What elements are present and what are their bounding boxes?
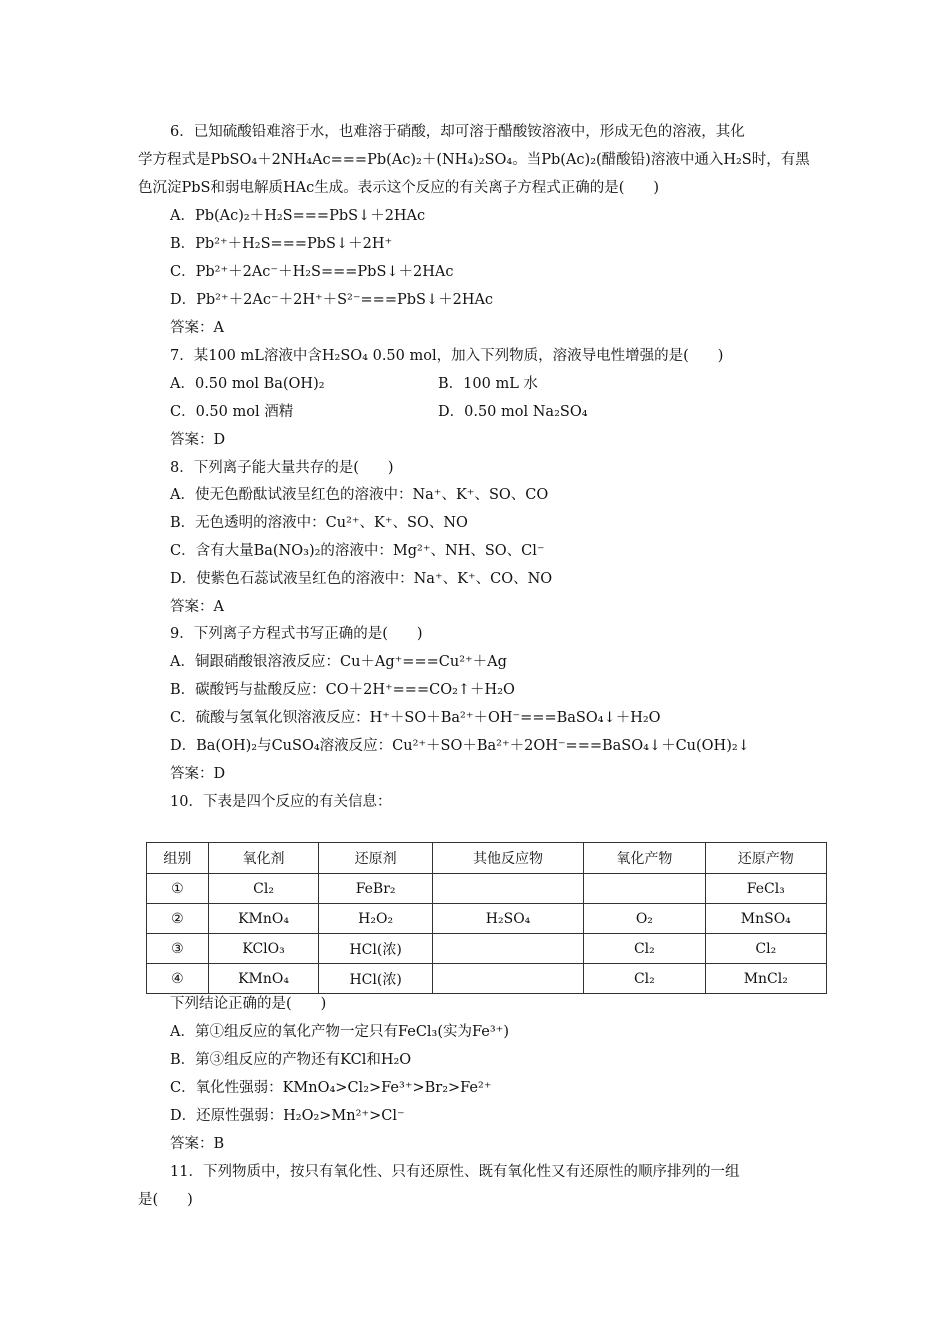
table-header-cell: 其他反应物 (432, 843, 583, 874)
table-cell (432, 934, 583, 964)
table-row (147, 874, 827, 904)
q10-option-a: A．第①组反应的氧化产物一定只有FeCl₃(实为Fe³⁺) (170, 1024, 509, 1040)
q6-stem-line2: 学方程式是PbSO₄＋2NH₄Ac===Pb(Ac)₂＋(NH₄)₂SO₄。当Pb(Ac)₂(醋酸铅)溶液中通入H₂S时，有黑 (138, 152, 810, 168)
q11-stem-line1: 11．下列物质中，按只有氧化性、只有还原性、既有氧化性又有还原性的顺序排列的一组 (170, 1164, 740, 1180)
table-cell: ② (147, 904, 209, 934)
table-cell: Cl₂ (584, 934, 705, 964)
q10-option-b: B．第③组反应的产物还有KCl和H₂O (170, 1052, 412, 1068)
table-cell: ① (147, 874, 209, 904)
q9-option-a: A．铜跟硝酸银溶液反应：Cu＋Ag⁺===Cu²⁺＋Ag (170, 654, 507, 670)
table-cell: HCl(浓) (319, 964, 433, 994)
table-cell: Cl₂ (584, 964, 705, 994)
q9-option-c: C．硫酸与氢氧化钡溶液反应：H⁺＋SO＋Ba²⁺＋OH⁻===BaSO₄↓＋H₂O (170, 710, 661, 726)
table-header-cell: 还原产物 (705, 843, 826, 874)
q7-stem: 7．某100 mL溶液中含H₂SO₄ 0.50 mol，加入下列物质，溶液导电性增强的是( ) (170, 348, 724, 364)
table-cell: FeBr₂ (319, 874, 433, 904)
table-cell: KClO₃ (208, 934, 319, 964)
table-header-cell: 氧化剂 (208, 843, 319, 874)
q8-option-d: D．使紫色石蕊试液呈红色的溶液中：Na⁺、K⁺、CO、NO (170, 571, 553, 587)
q10-sub-stem: 下列结论正确的是( ) (170, 996, 327, 1012)
q9-option-d: D．Ba(OH)₂与CuSO₄溶液反应：Cu²⁺＋SO＋Ba²⁺＋2OH⁻===BaSO₄↓＋Cu(OH)₂↓ (170, 738, 750, 754)
table-header-cell: 还原剂 (319, 843, 433, 874)
table-row (147, 964, 827, 994)
q6-stem-line3: 色沉淀PbS和弱电解质HAc生成。表示这个反应的有关离子方程式正确的是( ) (138, 180, 660, 196)
q6-option-c: C．Pb²⁺＋2Ac⁻＋H₂S===PbS↓＋2HAc (170, 264, 454, 280)
table-cell: Cl₂ (208, 874, 319, 904)
table-cell: ③ (147, 934, 209, 964)
reaction-info-table (146, 842, 827, 994)
q7-option-c: C．0.50 mol 酒精 (170, 404, 294, 420)
table-row (147, 904, 827, 934)
q6-answer: 答案：A (170, 320, 224, 336)
table-cell: H₂SO₄ (432, 904, 583, 934)
q7-answer: 答案：D (170, 432, 226, 448)
table-cell: HCl(浓) (319, 934, 433, 964)
q6-stem-line1: 6．已知硫酸铅难溶于水，也难溶于硝酸，却可溶于醋酸铵溶液中，形成无色的溶液，其化 (170, 124, 745, 140)
q8-answer: 答案：A (170, 599, 224, 615)
q8-stem: 8．下列离子能大量共存的是( ) (170, 460, 394, 476)
q10-stem: 10．下表是四个反应的有关信息： (170, 794, 392, 810)
table-header-cell: 组别 (147, 843, 209, 874)
q8-option-b: B．无色透明的溶液中：Cu²⁺、K⁺、SO、NO (170, 515, 468, 531)
q8-option-c: C．含有大量Ba(NO₃)₂的溶液中：Mg²⁺、NH、SO、Cl⁻ (170, 543, 545, 559)
q10-option-c: C．氧化性强弱：KMnO₄>Cl₂>Fe³⁺>Br₂>Fe²⁺ (170, 1080, 492, 1096)
table-header-cell: 氧化产物 (584, 843, 705, 874)
table-row (147, 934, 827, 964)
table-cell: FeCl₃ (705, 874, 826, 904)
q7-option-d: D．0.50 mol Na₂SO₄ (438, 404, 588, 420)
table-cell: O₂ (584, 904, 705, 934)
table-cell (584, 874, 705, 904)
table-cell: MnSO₄ (705, 904, 826, 934)
q6-option-b: B．Pb²⁺＋H₂S===PbS↓＋2H⁺ (170, 236, 393, 252)
q6-option-d: D．Pb²⁺＋2Ac⁻＋2H⁺＋S²⁻===PbS↓＋2HAc (170, 292, 494, 308)
table-cell: ④ (147, 964, 209, 994)
table-cell: Cl₂ (705, 934, 826, 964)
table-header-row (147, 843, 827, 874)
q9-answer: 答案：D (170, 766, 226, 782)
q10-answer: 答案：B (170, 1136, 225, 1152)
table-cell: H₂O₂ (319, 904, 433, 934)
q8-option-a: A．使无色酚酞试液呈红色的溶液中：Na⁺、K⁺、SO、CO (170, 487, 549, 503)
q9-option-b: B．碳酸钙与盐酸反应：CO＋2H⁺===CO₂↑＋H₂O (170, 682, 515, 698)
q10-option-d: D．还原性强弱：H₂O₂>Mn²⁺>Cl⁻ (170, 1108, 405, 1124)
table-cell: MnCl₂ (705, 964, 826, 994)
table-cell (432, 874, 583, 904)
q7-option-a: A．0.50 mol Ba(OH)₂ (170, 376, 325, 392)
q11-stem-line2: 是( ) (138, 1192, 193, 1208)
table-cell: KMnO₄ (208, 904, 319, 934)
table-cell (432, 964, 583, 994)
q9-stem: 9．下列离子方程式书写正确的是( ) (170, 626, 423, 642)
table-cell: KMnO₄ (208, 964, 319, 994)
q6-option-a: A．Pb(Ac)₂＋H₂S===PbS↓＋2HAc (170, 208, 426, 224)
q7-option-b: B．100 mL 水 (438, 376, 538, 392)
